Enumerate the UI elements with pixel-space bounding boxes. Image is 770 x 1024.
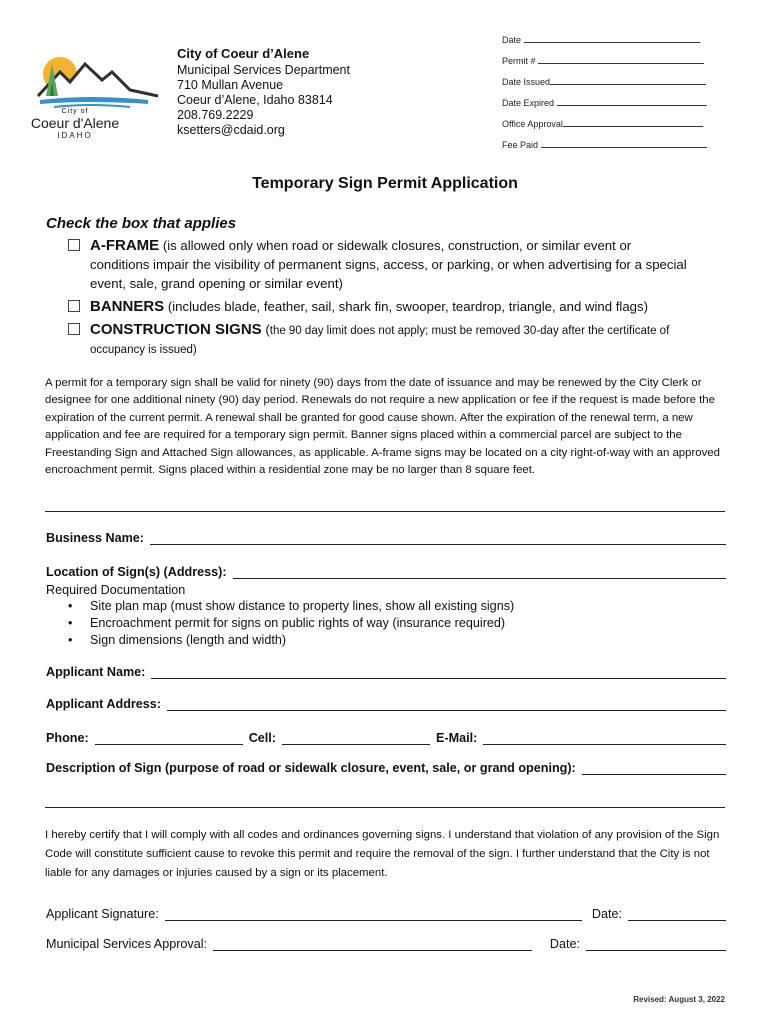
divider bbox=[45, 511, 725, 512]
description-field[interactable]: Description of Sign (purpose of road or sidewalk closure, event, sale, or grand opening): bbox=[46, 761, 726, 775]
location-field[interactable]: Location of Sign(s) (Address): bbox=[46, 565, 726, 579]
applicant-address-field[interactable]: Applicant Address: bbox=[46, 697, 726, 711]
a-frame-label: A-FRAME bbox=[90, 237, 160, 254]
office-use-block bbox=[502, 34, 707, 160]
city-logo bbox=[30, 52, 160, 142]
phone-line: 208.769.2229 bbox=[177, 108, 254, 122]
applicant-signature-input[interactable] bbox=[165, 908, 582, 921]
business-name-field[interactable]: Business Name: bbox=[46, 531, 726, 545]
approval-signature-row: Municipal Services Approval: Date: bbox=[46, 937, 726, 951]
office-date-expired-row[interactable]: Date Expired bbox=[502, 97, 707, 118]
option-banners: BANNERS (includes blade, feather, sail, shark fin, swooper, teardrop, triangle, and wind flags) bbox=[68, 297, 728, 316]
office-approval-row[interactable]: Office Approval bbox=[502, 118, 707, 139]
department-address bbox=[177, 46, 350, 138]
applicant-address-input[interactable] bbox=[167, 698, 726, 711]
approval-signature-input[interactable] bbox=[213, 938, 532, 951]
banners-label: BANNERS bbox=[90, 298, 165, 315]
option-construction: CONSTRUCTION SIGNS (the 90 day limit does not apply; must be removed 30-day after the certificate of occupancy is issued) bbox=[68, 320, 728, 360]
cell-input[interactable] bbox=[282, 732, 430, 745]
street-line: 710 Mullan Avenue bbox=[177, 78, 284, 92]
option-a-frame: A-FRAME (is allowed only when road or sidewalk closures, construction, or similar event or conditions impair the visibility of permanent signs, access, or parking, or when advertising for a special event, sale, grand opening or similar event) bbox=[68, 236, 728, 293]
required-documentation: Required Documentation bbox=[46, 583, 186, 597]
email-input[interactable] bbox=[483, 732, 726, 745]
org-name: City of Coeur d’Alene bbox=[177, 46, 310, 61]
office-date-issued-row[interactable]: Date Issued bbox=[502, 76, 707, 97]
documentation-list bbox=[68, 598, 514, 649]
contact-row: Phone: Cell: E-Mail: bbox=[46, 731, 726, 745]
location-input[interactable] bbox=[233, 566, 726, 579]
a-frame-checkbox[interactable] bbox=[68, 239, 80, 251]
logo-city-of: City of bbox=[61, 108, 89, 115]
description-input[interactable] bbox=[582, 762, 726, 775]
applicant-signature-row: Applicant Signature: Date: bbox=[46, 907, 726, 921]
mountain-lake-icon bbox=[30, 52, 160, 112]
office-fee-paid-row[interactable]: Fee Paid bbox=[502, 139, 707, 160]
department-line: Municipal Services Department bbox=[177, 63, 350, 77]
revised-date: Revised: August 3, 2022 bbox=[633, 995, 725, 1004]
list-item: • Sign dimensions (length and width) bbox=[68, 632, 514, 649]
construction-label: CONSTRUCTION SIGNS bbox=[90, 321, 262, 338]
applicant-name-field[interactable]: Applicant Name: bbox=[46, 665, 726, 679]
city-line: Coeur d’Alene, Idaho 83814 bbox=[177, 93, 333, 107]
approval-date-input[interactable] bbox=[586, 938, 726, 951]
business-name-input[interactable] bbox=[150, 532, 726, 545]
check-heading: Check the box that applies bbox=[46, 215, 237, 232]
list-item: • Site plan map (must show distance to property lines, show all existing signs) bbox=[68, 598, 514, 615]
certification: I hereby certify that I will comply with all codes and ordinances governing signs. I understand that violation of any provision of the Sign Code will constitute sufficient cause to revoke this permit and require the removal of the sign. I further understand that the City is not liable for any damages or injuries caused by a sign or its placement. bbox=[45, 829, 720, 879]
banners-checkbox[interactable] bbox=[68, 300, 80, 312]
list-item: • Encroachment permit for signs on public rights of way (insurance required) bbox=[68, 615, 514, 632]
phone-input[interactable] bbox=[95, 732, 243, 745]
logo-state: IDAHO bbox=[57, 131, 93, 140]
construction-checkbox[interactable] bbox=[68, 323, 80, 335]
applicant-name-input[interactable] bbox=[151, 666, 726, 679]
page-title: Temporary Sign Permit Application bbox=[252, 175, 518, 192]
office-date-row[interactable]: Date bbox=[502, 34, 707, 55]
email-line: ksetters@cdaid.org bbox=[177, 123, 285, 137]
office-permit-row[interactable]: Permit # bbox=[502, 55, 707, 76]
permit-terms: A permit for a temporary sign shall be valid for ninety (90) days from the date of issuance and may be renewed by the City Clerk or designee for one additional ninety (90) day period. Renewals do not require a new application or fee if the request is made before the expiration of the current permit. A renewal shall be granted for good cause shown. After the expiration of the renewal term, a new application and fee are required for a temporary sign permit. Banner signs placed within a commercial parcel are subject to the Freestanding Sign and Attached Sign allowances, as applicable. A-frame signs may be located on a city right-of-way with an approved encroachment permit. Signs placed within a residential zone may be no larger than 8 square feet. bbox=[45, 377, 720, 477]
applicant-date-input[interactable] bbox=[628, 908, 726, 921]
description-line[interactable] bbox=[45, 807, 725, 808]
logo-city-name: Coeur d'Alene bbox=[30, 115, 120, 131]
